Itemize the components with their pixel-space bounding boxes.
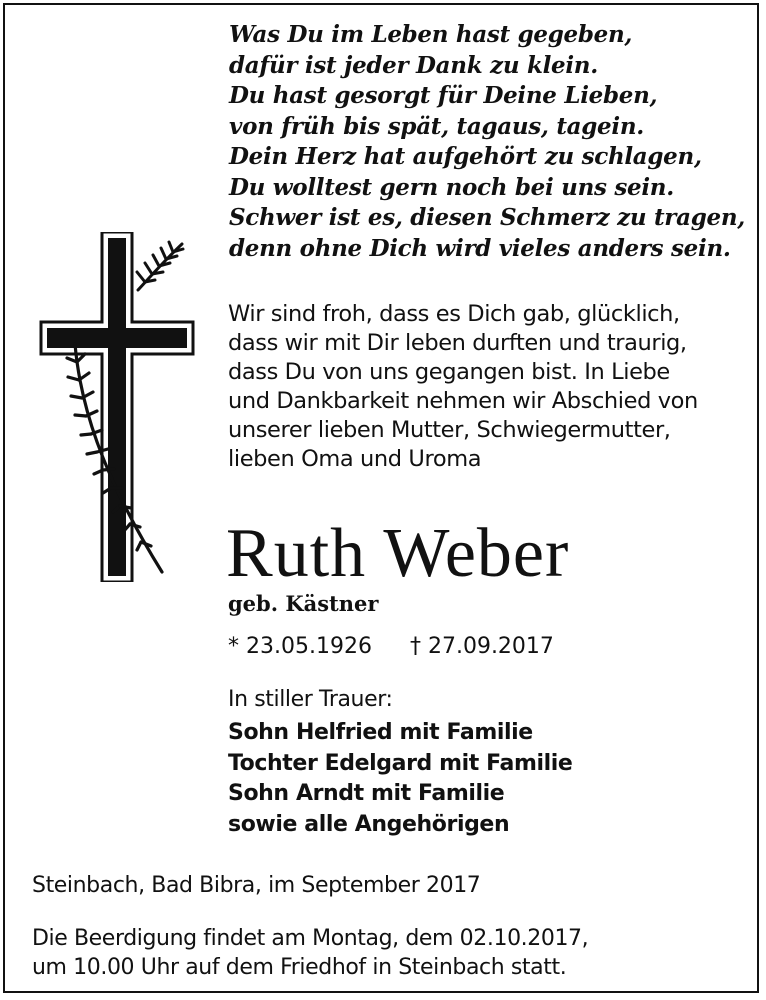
poem-line: denn ohne Dich wird vieles anders sein. (229, 234, 731, 262)
death-date: † 27.09.2017 (409, 634, 554, 659)
place-date: Steinbach, Bad Bibra, im September 2017 (32, 873, 481, 898)
life-dates (228, 633, 554, 661)
intro-line: dass Du von uns gegangen bist. In Liebe (228, 359, 670, 385)
intro-line: Wir sind froh, dass es Dich gab, glücklich, (228, 301, 680, 327)
poem-line: dafür ist jeder Dank zu klein. (229, 51, 598, 79)
mourners-label: In stiller Trauer: (228, 687, 393, 712)
funeral-info (32, 924, 588, 982)
mourner-item: Sohn Arndt mit Familie (228, 781, 505, 806)
mourner-item: Tochter Edelgard mit Familie (228, 750, 573, 776)
mourner-item: Sohn Helfried mit Familie (228, 720, 533, 745)
funeral-line: Die Beerdigung findet am Montag, dem 02.10.2017, (32, 926, 589, 951)
intro-line: dass wir mit Dir leben durften und traurig, (228, 330, 687, 356)
maiden-name: geb. Kästner (228, 591, 379, 616)
intro-line: unserer lieben Mutter, Schwiegermutter, (228, 417, 671, 443)
poem-line: Was Du im Leben hast gegeben, (229, 21, 633, 48)
intro-text (228, 300, 743, 474)
cross-with-palm-branch-icon (30, 232, 205, 582)
poem (229, 20, 749, 264)
mourners-list (228, 718, 572, 840)
poem-line: von früh bis spät, tagaus, tagein. (229, 112, 644, 140)
poem-line: Dein Herz hat aufgehört zu schlagen, (229, 143, 702, 170)
intro-line: lieben Oma und Uroma (228, 446, 482, 472)
deceased-name: Ruth Weber (226, 515, 570, 592)
poem-line: Du wolltest gern noch bei uns sein. (229, 173, 674, 201)
birth-date: * 23.05.1926 (228, 634, 372, 659)
mourner-item: sowie alle Angehörigen (228, 811, 510, 837)
funeral-line: um 10.00 Uhr auf dem Friedhof in Steinbach statt. (32, 955, 567, 980)
poem-line: Du hast gesorgt für Deine Lieben, (229, 82, 658, 109)
poem-line: Schwer ist es, diesen Schmerz zu tragen, (229, 204, 745, 231)
intro-line: und Dankbarkeit nehmen wir Abschied von (228, 388, 698, 414)
